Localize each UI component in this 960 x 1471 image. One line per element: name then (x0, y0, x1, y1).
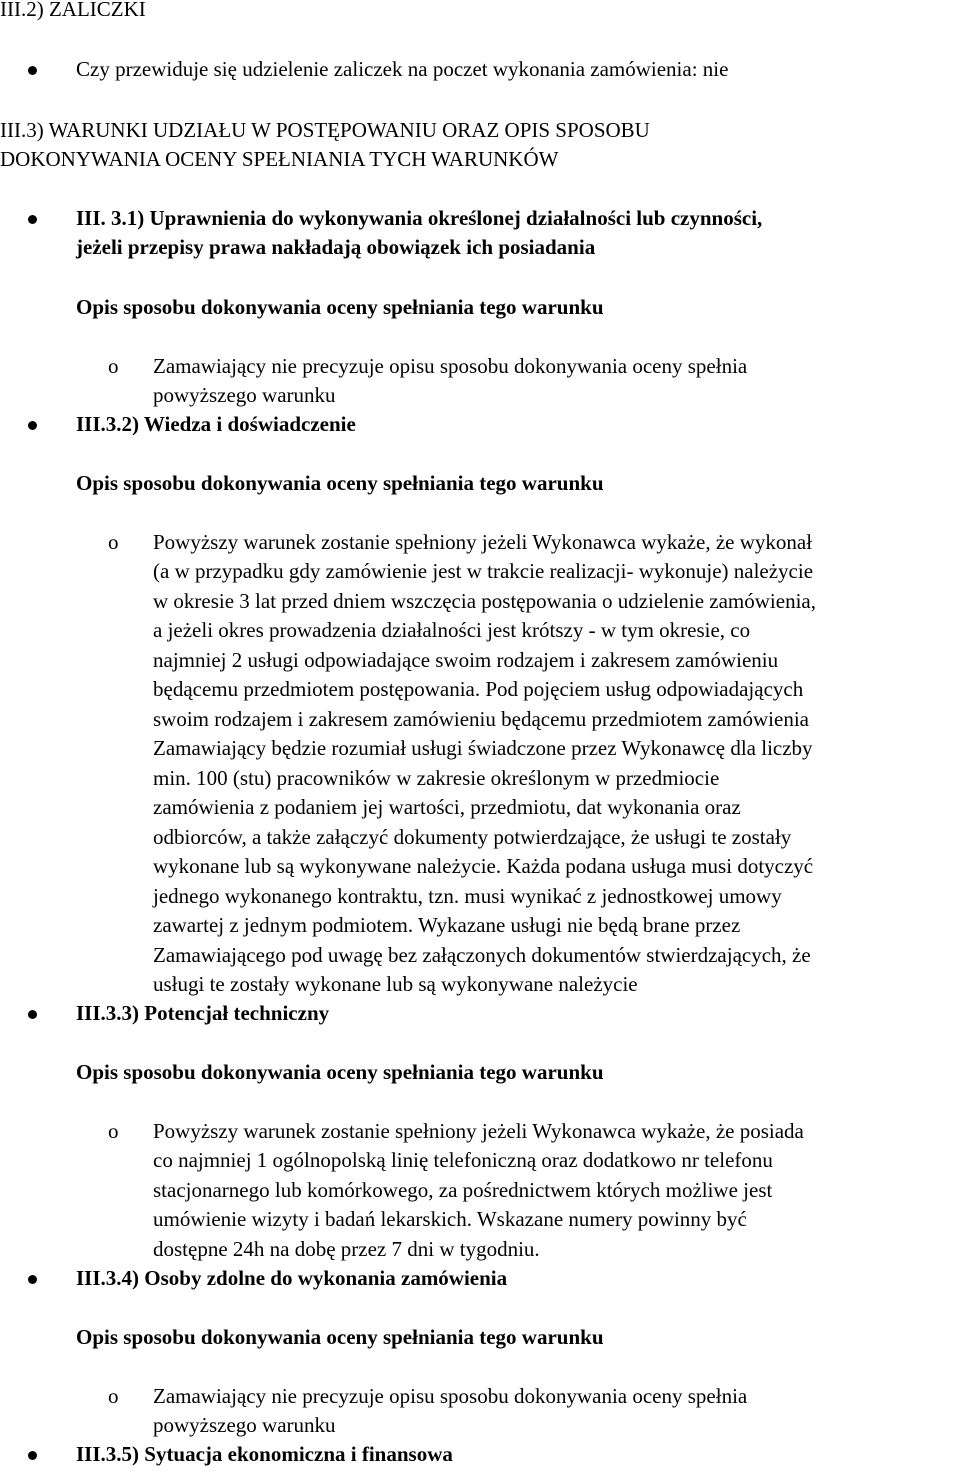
sub-marker: o (108, 530, 119, 554)
condition-3-2-line: jednego wykonanego kontraktu, tzn. musi wynikać z jednostkowej umowy (153, 884, 782, 908)
condition-3-2-line: w okresie 3 lat przed dniem wszczęcia postępowania o udzielenie zamówienia, (153, 589, 816, 613)
condition-3-3-line: dostępne 24h na dobę przez 7 dni w tygodniu. (153, 1237, 540, 1261)
condition-3-5-title: III.3.5) Sytuacja ekonomiczna i finansowa (76, 1442, 453, 1466)
bullet-dot (28, 215, 37, 224)
condition-3-1-desc: Zamawiający nie precyzuje opisu sposobu dokonywania oceny spełnia (153, 354, 748, 378)
condition-3-3-line: Powyższy warunek zostanie spełniony jeżeli Wykonawca wykaże, że posiada (153, 1119, 804, 1143)
opis-label: Opis sposobu dokonywania oceny spełniania tego warunku (76, 295, 604, 319)
condition-3-2-line: zawartej z jednym podmiotem. Wykazane usługi nie będą brane przez (153, 913, 741, 937)
condition-3-2-line: będącemu przedmiotem postępowania. Pod pojęciem usług odpowiadających (153, 677, 804, 701)
condition-3-2-line: Zamawiającego pod uwagę bez załączonych dokumentów stwierdzających, że (153, 943, 811, 967)
sub-marker: o (108, 354, 119, 378)
opis-label: Opis sposobu dokonywania oceny spełniania tego warunku (76, 471, 604, 495)
condition-3-2-line: usługi te zostały wykonane lub są wykonywane należycie (153, 972, 638, 996)
sub-marker: o (108, 1384, 119, 1408)
condition-3-3-title: III.3.3) Potencjał techniczny (76, 1001, 330, 1025)
bullet-dot (28, 1275, 37, 1284)
bullet-dot (28, 1451, 37, 1460)
condition-3-3-line: umówienie wizyty i badań lekarskich. Wskazane numery powinny być (153, 1207, 747, 1231)
condition-3-4-desc-cont: powyższego warunku (153, 1413, 336, 1437)
condition-3-2-line: wykonane lub są wykonywane należycie. Każda podana usługa musi dotyczyć (153, 854, 814, 878)
bullet-dot (28, 421, 37, 430)
condition-3-2-line: min. 100 (stu) pracowników w zakresie określonym w przedmiocie (153, 766, 720, 790)
condition-3-2-line: Powyższy warunek zostanie spełniony jeżeli Wykonawca wykaże, że wykonał (153, 530, 813, 554)
section-heading-warunki-1: III.3) WARUNKI UDZIAŁU W POSTĘPOWANIU ORAZ OPIS SPOSOBU (0, 118, 650, 142)
condition-3-2-line: najmniej 2 usługi odpowiadające swoim rodzajem i zakresem zamówieniu (153, 648, 779, 672)
bullet-dot (28, 66, 37, 75)
condition-3-2-line: zamówienia z podaniem jej wartości, przedmiotu, dat wykonania oraz (153, 795, 741, 819)
condition-3-2-line: Zamawiający będzie rozumiał usługi świadczone przez Wykonawcę dla liczby (153, 736, 813, 760)
opis-label: Opis sposobu dokonywania oceny spełniania tego warunku (76, 1325, 604, 1349)
bullet-dot (28, 1010, 37, 1019)
condition-3-4-desc: Zamawiający nie precyzuje opisu sposobu dokonywania oceny spełnia (153, 1384, 748, 1408)
section-heading-warunki-2: DOKONYWANIA OCENY SPEŁNIANIA TYCH WARUNKÓW (0, 147, 559, 171)
condition-3-3-line: co najmniej 1 ogólnopolską linię telefoniczną oraz dodatkowo nr telefonu (153, 1148, 773, 1172)
condition-3-2-line: a jeżeli okres prowadzenia działalności jest krótszy - w tym okresie, co (153, 618, 751, 642)
condition-3-1-title: III. 3.1) Uprawnienia do wykonywania określonej działalności lub czynności, (76, 206, 763, 230)
opis-label: Opis sposobu dokonywania oceny spełniania tego warunku (76, 1060, 604, 1084)
zaliczki-question: Czy przewiduje się udzielenie zaliczek na poczet wykonania zamówienia: nie (76, 57, 729, 81)
condition-3-1-desc-cont: powyższego warunku (153, 383, 336, 407)
condition-3-2-line: odbiorców, a także załączyć dokumenty potwierdzające, że usługi te zostały (153, 825, 792, 849)
section-heading-zaliczki: III.2) ZALICZKI (0, 0, 146, 21)
condition-3-3-line: stacjonarnego lub komórkowego, za pośrednictwem których możliwe jest (153, 1178, 773, 1202)
condition-3-4-title: III.3.4) Osoby zdolne do wykonania zamówienia (76, 1266, 508, 1290)
condition-3-1-title-cont: jeżeli przepisy prawa nakładają obowiązek ich posiadania (76, 235, 596, 259)
sub-marker: o (108, 1119, 119, 1143)
condition-3-2-line: (a w przypadku gdy zamówienie jest w trakcie realizacji- wykonuje) należycie (153, 559, 814, 583)
condition-3-2-line: swoim rodzajem i zakresem zamówieniu będącemu przedmiotem zamówienia (153, 707, 809, 731)
condition-3-2-title: III.3.2) Wiedza i doświadczenie (76, 412, 356, 436)
